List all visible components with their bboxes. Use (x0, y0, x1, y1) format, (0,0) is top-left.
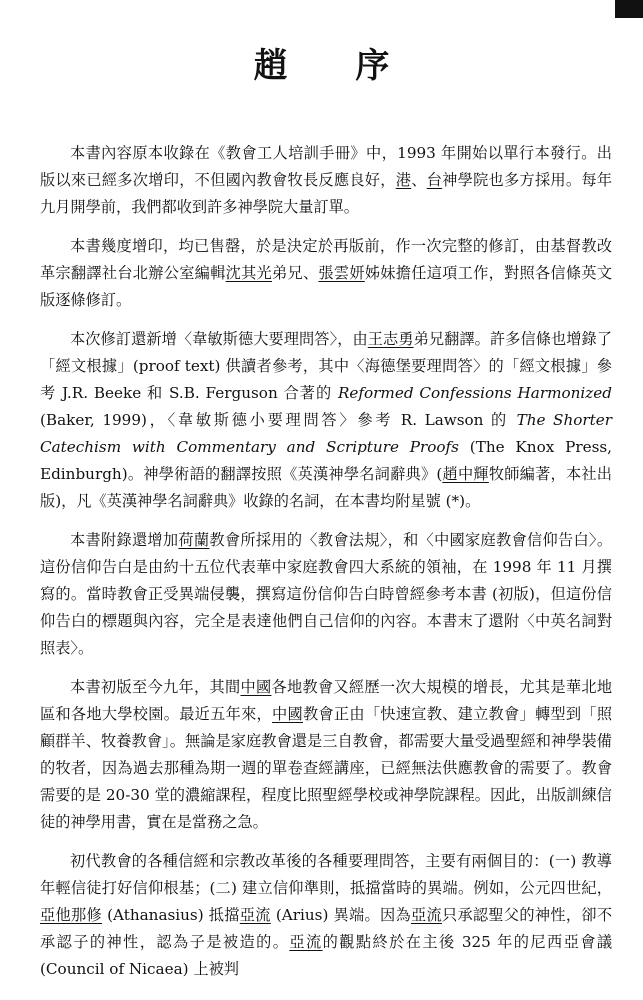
person-name: 亞流 (289, 933, 323, 951)
text-run: 的觀點終於在主後 325 年的尼西亞會議 (Council of Nicaea) 上被判 (40, 933, 613, 978)
text-run: 本書內容原本收錄在《教會工人培訓手冊》中，1993 年開始以單行本發行。出版以來已經多次增印，不但國內教會牧長反應良好， (40, 144, 612, 189)
person-name: 沈其光 (225, 264, 273, 282)
paragraph-3 (40, 326, 612, 515)
text-run: 、 (411, 171, 427, 189)
text-run: 本書幾度增印，均已售罄，於是決定於再版前，作一次完整的修訂，由基督教改革宗翻譯社台北辦公室編輯 (40, 237, 612, 282)
text-run: (Baker, 1999)，〈韋敏斯德小要理問答〉參考 R. Lawson 的 (40, 411, 517, 429)
paragraph-4 (40, 527, 612, 662)
text-run: 牧師編著，本社出版)，凡《英漢神學名詞辭典》收錄的名詞，在本書均附星號 (*)。 (40, 465, 612, 510)
place-name: 台 (426, 171, 443, 189)
book-title: Reformed Confessions Harmonized (337, 384, 612, 402)
text-run: (Arius) 異端。因為 (270, 906, 411, 924)
person-name: 張雲妍 (318, 264, 365, 282)
paragraph-1 (40, 140, 612, 221)
person-name: 亞流 (239, 906, 271, 924)
person-name: 亞流 (410, 906, 442, 924)
text-run: 各地教會又經歷一次大規模的增長，尤其是華北地區和各地大學校園。最近五年來， (40, 678, 613, 723)
text-run: 本次修訂還新增〈韋敏斯德大要理問答〉，由 (70, 330, 368, 348)
person-name: 趙中輝 (442, 465, 489, 483)
page-title: 趙 序 (253, 46, 418, 86)
paragraph-2 (40, 233, 612, 314)
text-run: (The Knox Press, Edinburgh)。神學術語的翻譯按照《英漢神學名詞辭典》( (40, 438, 612, 483)
text-run: 教會所採用的〈教會法規〉，和〈中國家庭教會信仰告白〉。這份信仰告白是由約十五位代表華中家庭教會四大系統的領袖，在 1998 年 11 月撰寫的。當時教會正受異端侵襲，撰寫這份信仰告白時曾經參考本書 (初版)，但這份信仰告白的標題與內容，完全是表達他們自己信仰的內容。本書末了還附〈中英名詞對照表〉。 (40, 531, 613, 657)
paragraph-6 (40, 848, 612, 983)
person-name: 王志勇 (367, 330, 414, 348)
text-run: 教會正由「快速宣教、建立教會」轉型到「照顧群羊、牧養教會」。無論是家庭教會還是三自教會，都需要大量受過聖經和神學裝備的牧者，因為過去那種為期一週的單卷查經講座，已經無法供應教會的需要了。教會需要的是 20-30 堂的濃縮課程，程度比照聖經學校或神學院課程。因此，出版訓練信徒的神學用書，實在是當務之急。 (40, 705, 613, 831)
document-body (40, 140, 612, 995)
place-name: 荷蘭 (178, 531, 210, 549)
text-run: 本書初版至今九年，其間 (70, 678, 241, 696)
place-name: 中國 (240, 678, 272, 696)
scan-edge-mark (615, 0, 643, 18)
text-run: 只承認聖父的神性，卻不承認子的神性，認為子是被造的。 (40, 906, 613, 951)
place-name: 中國 (272, 705, 303, 723)
place-name: 港 (395, 171, 412, 189)
text-run: 初代教會的各種信經和宗教改革後的各種要理問答，主要有兩個目的：(一) 教導年輕信徒打好信仰根基；(二) 建立信仰準則，抵擋當時的異端。例如，公元四世紀， (40, 852, 612, 897)
book-title: The Shorter Catechism with Commentary and Scripture Proofs (40, 411, 612, 456)
text-run: 本書附錄還增加 (70, 531, 179, 549)
text-run: (Athanasius) 抵擋 (101, 906, 240, 924)
paragraph-5 (40, 674, 612, 836)
text-run: 弟兄、 (272, 264, 319, 282)
text-run: 神學院也多方採用。每年九月開學前，我們都收到許多神學院大量訂單。 (40, 171, 613, 216)
text-run: 弟兄翻譯。許多信條也增錄了「經文根據」(proof text) 供讀者參考，其中〈海德堡要理問答〉的「經文根據」參考 J.R. Beeke 和 S.B. Ferguson 合著的 (40, 330, 613, 402)
text-run: 姊妹擔任這項工作，對照各信條英文版逐條修訂。 (40, 264, 613, 309)
person-name: 亞他那修 (40, 906, 102, 924)
